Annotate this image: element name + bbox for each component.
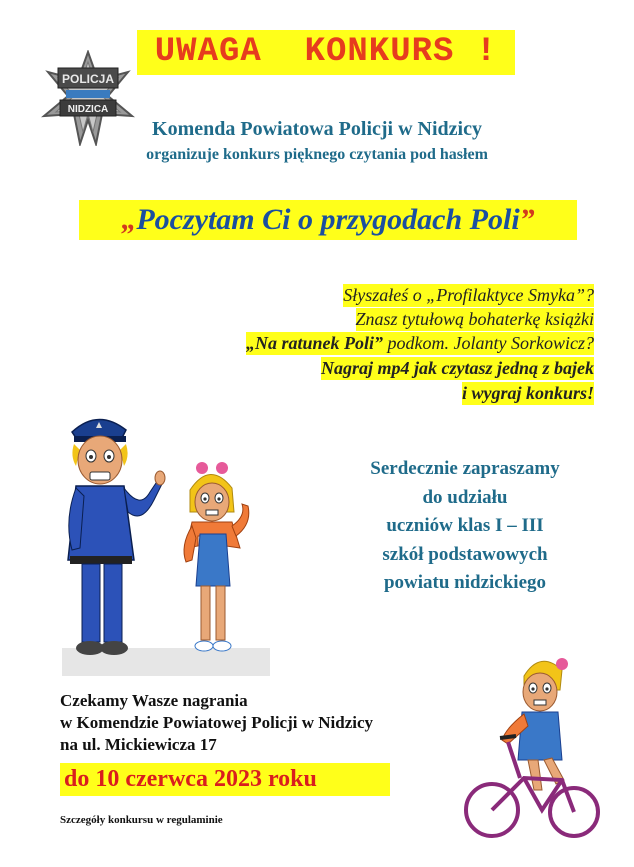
badge-top-text: POLICJA	[61, 72, 115, 86]
organizer-line-2: organizuje konkurs pięknego czytania pod hasłem	[146, 146, 488, 163]
characters-illustration	[50, 400, 280, 680]
question-line-2: Znasz tytułową bohaterkę książki	[355, 309, 594, 329]
contest-motto	[79, 200, 577, 240]
deadline: do 10 czerwca 2023 roku	[60, 763, 390, 796]
question-line-4: Nagraj mp4 jak czytasz jedną z bajek	[321, 358, 594, 378]
invite-line-1: Serdecznie zapraszamy	[370, 458, 560, 479]
poster-title: UWAGA KONKURS !	[137, 30, 515, 75]
submission-info	[60, 690, 373, 756]
submission-line-2: w Komendzie Powiatowej Policji w Nidzicy	[60, 713, 374, 732]
rules-note: Szczegóły konkursu w regulaminie	[60, 814, 223, 826]
motto-open-quote: „	[121, 203, 137, 236]
motto-close-quote: ”	[519, 203, 535, 236]
invite-line-3: uczniów klas I – III	[386, 515, 544, 536]
policeman-illustration	[68, 419, 165, 655]
submission-line-3: na ul. Mickiewicza 17	[60, 735, 217, 754]
question-line-1: Słyszałeś o „Profilaktyce Smyka”?	[343, 285, 594, 305]
girl-illustration	[184, 462, 249, 651]
girl-on-bike-illustration	[462, 650, 602, 845]
question-line-5: i wygraj konkurs!	[461, 383, 594, 403]
book-author: podkom. Jolanty Sorkowicz?	[383, 333, 594, 353]
question-line-3	[246, 332, 594, 355]
invite-line-2: do udziału	[422, 486, 508, 508]
book-title: „Na ratunek Poli”	[246, 333, 384, 353]
organizer-line-1: Komenda Powiatowa Policji w Nidzicy	[152, 118, 482, 140]
motto-text: Poczytam Ci o przygodach Poli	[136, 203, 520, 236]
submission-line-1: Czekamy Wasze nagrania	[60, 691, 248, 710]
invitation	[330, 455, 600, 598]
badge-bottom-text: NIDZICA	[67, 104, 109, 115]
invite-line-5: powiatu nidzickiego	[383, 572, 547, 593]
invite-line-4: szkół podstawowych	[382, 543, 548, 565]
